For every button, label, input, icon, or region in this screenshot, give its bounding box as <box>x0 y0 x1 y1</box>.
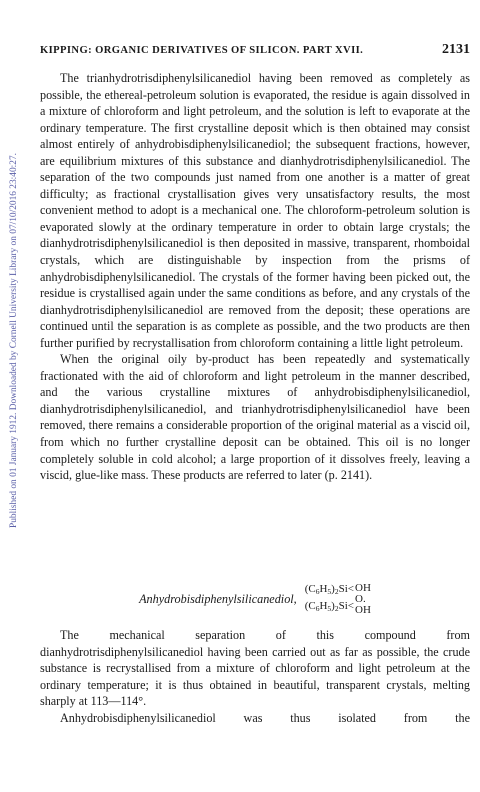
paragraph-2: When the original oily by-product has been repeatedly and systematically fractionated with the aid of chloroform and light petroleum in the manner described, and the various crystalline mixtures of anhydrobisdiphenylsilicanediol, dianhydrotrisdiphenylsilicanediol, and trianhydrotrisdiphenylsilicanediol have been removed, there remains a considerable proportion of the original material as a viscid oil, from which no further crystalline deposit can be obtained. This oil is no longer completely soluble in cold alcohol; a large proportion of it dissolves freely, leaving a viscid, glue-like mass. These products are referred to later (p. 2141). <box>40 352 470 483</box>
paragraph-3: The mechanical separation of this compound from dianhydrotrisdiphenylsilicanediol having been carried out as far as possible, the crude substance is recrystallised from a mixture of chloroform and light petroleum at the ordinary temperature; it is thus obtained in beautiful, transparent crystals, melting sharply at 113—114°. <box>40 628 470 709</box>
hydroxyl-top: OH <box>355 581 371 594</box>
structural-formula <box>305 582 371 616</box>
page-header <box>40 42 470 58</box>
phenyl-group-bottom: $(C_6H_5)_2Si<$ <box>304 600 354 613</box>
phenyl-groups <box>305 582 354 616</box>
phenyl-group-top: $(C_6H_5)_2Si<$ <box>304 583 354 596</box>
body-text <box>40 70 470 484</box>
compound-name: Anhydrobisdiphenylsilicanediol, <box>139 591 297 606</box>
substituents <box>355 583 371 616</box>
running-head: KIPPING: ORGANIC DERIVATIVES OF SILICON. PART XVII. <box>40 45 364 56</box>
formula-block <box>40 582 470 616</box>
paragraph-4: Anhydrobisdiphenylsilicanediol was thus isolated from the <box>60 710 470 725</box>
bridging-oxygen: O. <box>355 592 366 605</box>
download-watermark <box>5 60 23 620</box>
hydroxyl-bottom: OH <box>355 603 371 616</box>
paragraph-1: The trianhydrotrisdiphenylsilicanediol having been removed as completely as possible, the ethereal-petroleum solution is evaporated, the residue is again dissolved in a mixture of chloroform and light petroleum, and the solution is left to evaporate at the ordinary temperature. The first crystalline deposit which is then obtained may consist almost entirely of anhydrobisdiphenylsilicanediol; the subsequent fractions, however, are equilibrium mixtures of this substance and dianhydrotrisdiphenylsilicanediol. The separation of the two compounds just named from one another is a matter of great difficulty; as fractional crystallisation gives very unsatisfactory results, the most convenient method to adopt is a mechanical one. The chloroform-petroleum solution is evaporated slowly at the ordinary temperature in order to obtain large crystals; the dianhydrotrisdiphenylsilicanediol is then deposited in massive, transparent, rhomboidal crystals, which are distinguishable by inspection from the prisms of anhydrobisdiphenylsilicanediol. The crystals of the former having been picked out, the residue is crystallised again under the same conditions as before, and any crystals of the dianhydrotrisdiphenylsilicanediol are removed from the deposit; these operations are continued until the separation is as complete as possible, and the two products are then further purified by recrystallisation from chloroform containing a little light petroleum. <box>40 71 470 350</box>
page-number: 2131 <box>442 42 470 57</box>
watermark-text: Published on 01 January 1912. Downloaded by Cornell University Library on 07/10/2016 23:40:27. <box>9 152 19 528</box>
body-text-continued <box>40 627 470 726</box>
